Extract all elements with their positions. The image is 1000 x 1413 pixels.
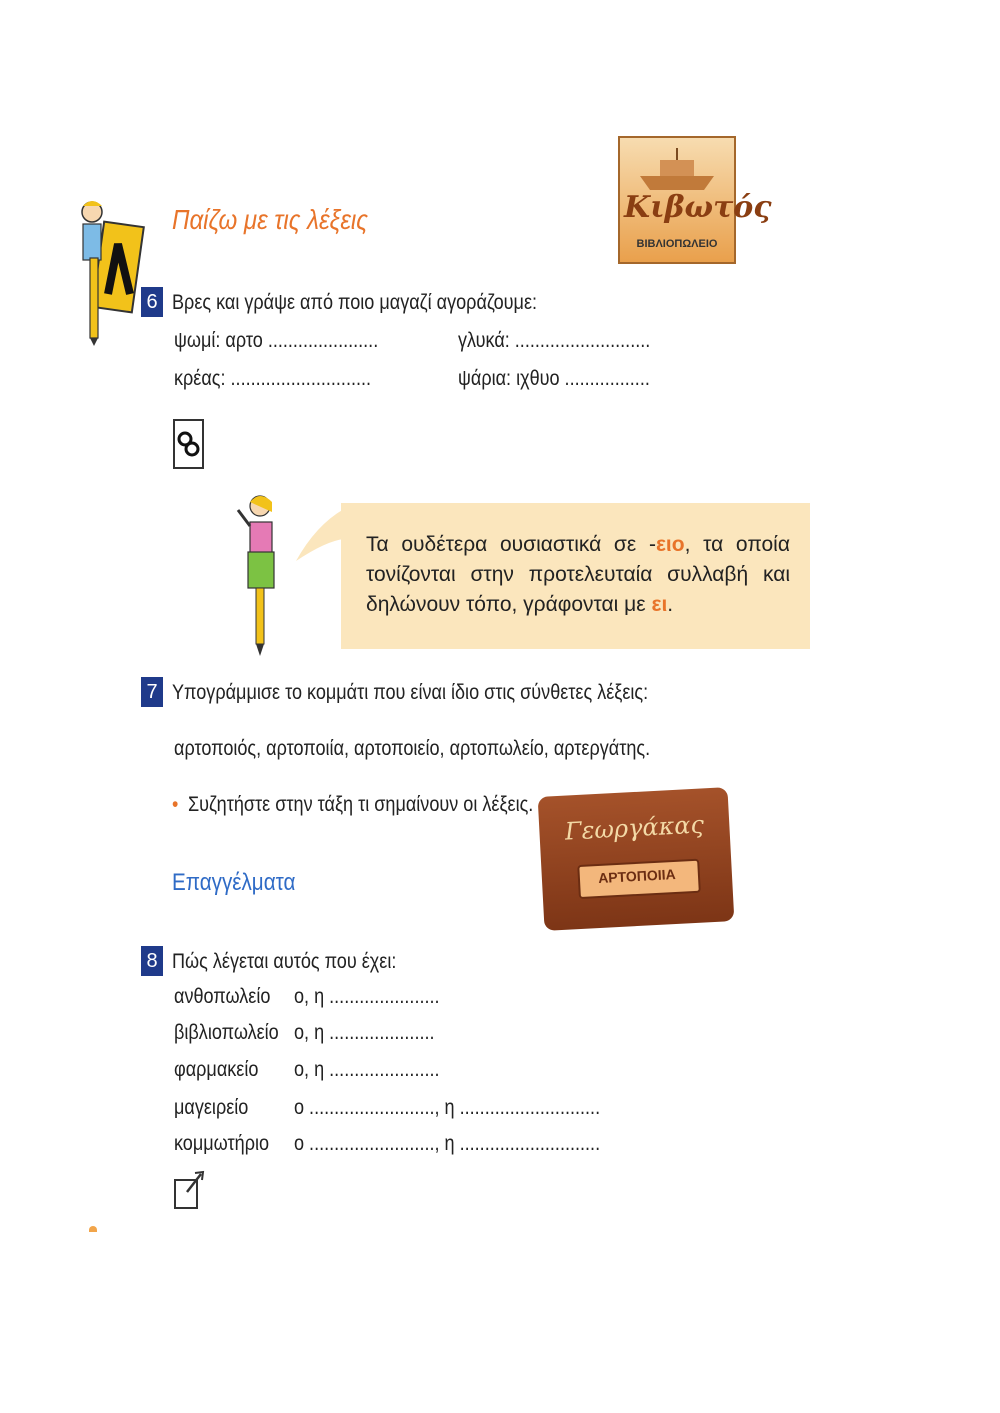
write-icon[interactable] xyxy=(173,1170,205,1210)
bakery-wooden-sign xyxy=(538,787,735,931)
answer-anthopoleio[interactable]: ο, η ...................... xyxy=(294,985,440,1008)
link-icon[interactable] xyxy=(173,419,204,469)
sign-subtitle: ΑΡΤΟΠΟΙΙΑ xyxy=(597,865,677,886)
answer-kommotirio[interactable]: ο ........................., η ............................ xyxy=(294,1132,601,1155)
exercise-7-instruction: Υπογράμμισε το κομμάτι που είναι ίδιο στις σύνθετες λέξεις: xyxy=(172,681,649,704)
logo-subtitle: ΒΙΒΛΙΟΠΩΛΕΙΟ xyxy=(636,238,718,250)
exercise-8-instruction: Πώς λέγεται αυτός που έχει: xyxy=(172,950,397,973)
ship-icon xyxy=(620,146,734,196)
speech-bubble-tail xyxy=(296,505,344,565)
exercise-7-discussion: Συζητήστε στην τάξη τι σημαίνουν οι λέξεις. xyxy=(188,793,534,816)
kivotos-bookshop-logo xyxy=(618,136,772,264)
exercise-6-row-1-right[interactable]: γλυκά: ........................... xyxy=(458,329,651,352)
girl-with-pencil-illustration xyxy=(232,494,282,656)
exercise-7-words[interactable]: αρτοποιός, αρτοποιία, αρτοποιείο, αρτοπωλείο, αρτεργάτης. xyxy=(174,737,651,760)
tip-text-part-1: Τα ουδέτερα ουσιαστικά σε - xyxy=(366,533,656,556)
answer-mageireio[interactable]: ο ........................., η ............................ xyxy=(294,1096,601,1119)
logo-name: Κιβωτός xyxy=(624,190,772,225)
answer-vivliopoleio[interactable]: ο, η ..................... xyxy=(294,1021,435,1044)
decorative-orange-mark xyxy=(89,1226,97,1232)
boy-with-letter-illustration xyxy=(72,198,142,346)
exercise-6-row-1-left[interactable]: ψωμί: αρτο ...................... xyxy=(174,329,379,352)
section-title-professions: Επαγγέλματα xyxy=(172,869,296,896)
tip-text xyxy=(366,530,790,620)
exercise-6-row-2-right[interactable]: ψάρια: ιχθυο ................. xyxy=(458,367,650,390)
tip-highlight-eio: ειο xyxy=(655,533,685,556)
exercise-7-number: 7 xyxy=(141,677,163,707)
shop-kommotirio: κομμωτήριο xyxy=(174,1132,270,1155)
exercise-6-instruction: Βρες και γράψε από ποιο μαγαζί αγοράζουμε: xyxy=(172,291,538,314)
answer-farmakeio[interactable]: ο, η ...................... xyxy=(294,1058,440,1081)
tip-highlight-ei: ει xyxy=(651,593,668,616)
tip-text-part-3: . xyxy=(667,593,674,616)
shop-vivliopoleio: βιβλιοπωλείο xyxy=(174,1021,279,1044)
sign-name: Γεωργάκας xyxy=(564,810,705,846)
exercise-8-number: 8 xyxy=(141,946,163,976)
exercise-6-row-2-left[interactable]: κρέας: ............................ xyxy=(174,367,372,390)
shop-mageireio: μαγειρείο xyxy=(174,1096,249,1119)
section-title-play-with-words: Παίζω με τις λέξεις xyxy=(172,204,368,235)
shop-anthopoleio: ανθοπωλείο xyxy=(174,985,271,1008)
discussion-bullet: • xyxy=(172,793,179,816)
tip-text-part-2: , τα οποία τονίζονται στην προτελευταία συλλαβή και δηλώνουν τόπο, γράφονται με xyxy=(366,533,790,616)
shop-farmakeio: φαρμακείο xyxy=(174,1058,259,1081)
exercise-6-number: 6 xyxy=(141,287,163,317)
